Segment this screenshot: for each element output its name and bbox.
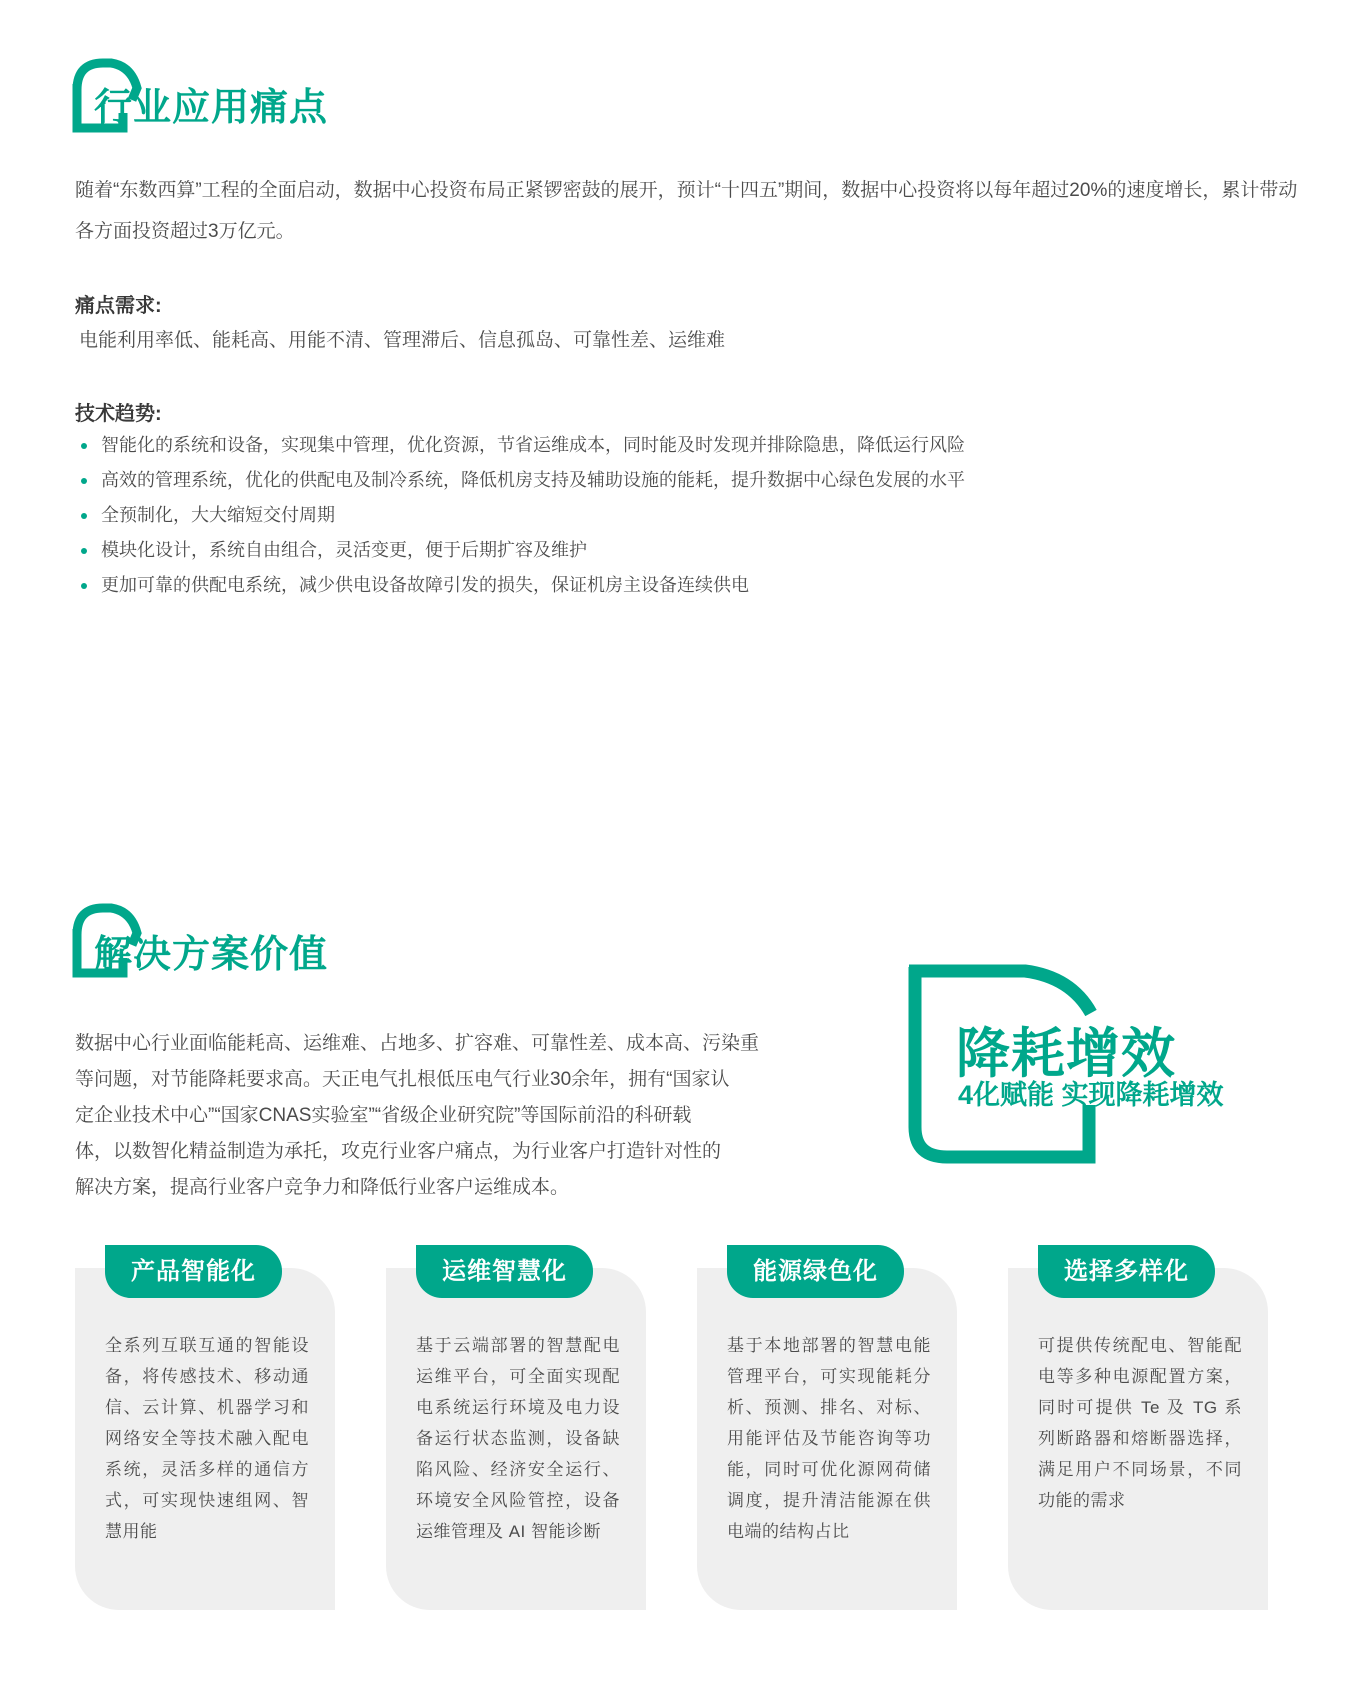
intro-paragraph bbox=[75, 170, 1297, 252]
dot-icon bbox=[81, 513, 87, 519]
intro-line: 随着“东数西算”工程的全面启动，数据中心投资布局正紧锣密鼓的展开，预计“十四五”期间，数据中心投资将以每年超过20%的速度增长，累计带动 bbox=[75, 180, 1298, 201]
feature-headline: 降耗增效 bbox=[956, 1024, 1176, 1084]
trend-text: 高效的管理系统，优化的供配电及制冷系统，降低机房支持及辅助设施的能耗，提升数据中心绿色发展的水平 bbox=[101, 470, 965, 490]
feature-card-diverse-choice bbox=[1008, 1258, 1268, 1610]
solution-line: 等问题，对节能降耗要求高。天正电气扎根低压电气行业30余年，拥有“国家认 bbox=[75, 1069, 730, 1090]
trend-item bbox=[75, 541, 965, 560]
solution-line: 定企业技术中心”“国家CNAS实验室”“省级企业研究院”等国际前沿的科研载 bbox=[75, 1105, 692, 1126]
feature-subline: 4化赋能 实现降耗增效 bbox=[958, 1080, 1224, 1110]
pain-demand-text: 电能利用率低、能耗高、用能不清、管理滞后、信息孤岛、可靠性差、运维难 bbox=[79, 330, 726, 351]
card-title: 选择多样化 bbox=[1064, 1258, 1189, 1285]
card-title: 运维智慧化 bbox=[442, 1258, 567, 1285]
trend-item bbox=[75, 471, 965, 490]
solution-line: 解决方案，提高行业客户竞争力和降低行业客户运维成本。 bbox=[75, 1177, 570, 1198]
solution-paragraph bbox=[75, 1026, 759, 1206]
card-title-pill bbox=[727, 1245, 904, 1298]
card-title-pill bbox=[105, 1245, 282, 1298]
trend-item bbox=[75, 436, 965, 455]
tech-trend-list bbox=[75, 436, 965, 611]
card-body-text: 基于云端部署的智慧配电运维平台，可全面实现配电系统运行环境及电力设备运行状态监测，设备缺陷风险、经济安全运行、环境安全风险管控，设备运维管理及 AI 智能诊断 bbox=[416, 1336, 620, 1541]
card-title-pill bbox=[416, 1245, 593, 1298]
card-title-pill bbox=[1038, 1245, 1215, 1298]
trend-item bbox=[75, 576, 965, 595]
trend-text: 模块化设计，系统自由组合，灵活变更，便于后期扩容及维护 bbox=[101, 540, 587, 560]
section-title-pain-points: 行业应用痛点 bbox=[94, 87, 329, 129]
feature-card-green-energy bbox=[697, 1258, 957, 1610]
dot-icon bbox=[81, 478, 87, 484]
solution-line: 体，以数智化精益制造为承托，攻克行业客户痛点，为行业客户打造针对性的 bbox=[75, 1141, 722, 1162]
card-body-text: 可提供传统配电、智能配电等多种电源配置方案，同时可提供 Te 及 TG 系列断路器和熔断器选择，满足用户不同场景，不同功能的需求 bbox=[1038, 1336, 1242, 1510]
card-body-text: 基于本地部署的智慧电能管理平台，可实现能耗分析、预测、排名、对标、用能评估及节能咨询等功能，同时可优化源网荷储调度，提升清洁能源在供电端的结构占比 bbox=[727, 1336, 931, 1541]
section-title-solution-value: 解决方案价值 bbox=[94, 934, 329, 976]
intro-line: 各方面投资超过3万亿元。 bbox=[75, 221, 295, 242]
trend-item bbox=[75, 506, 965, 525]
tech-trend-label: 技术趋势: bbox=[75, 403, 162, 425]
card-title: 产品智能化 bbox=[131, 1258, 256, 1285]
feature-card-smart-operation bbox=[386, 1258, 646, 1610]
dot-icon bbox=[81, 583, 87, 589]
card-title: 能源绿色化 bbox=[753, 1258, 878, 1285]
trend-text: 全预制化，大大缩短交付周期 bbox=[101, 505, 335, 525]
trend-text: 更加可靠的供配电系统，减少供电设备故障引发的损失，保证机房主设备连续供电 bbox=[101, 575, 749, 595]
card-body-text: 全系列互联互通的智能设备，将传感技术、移动通信、云计算、机器学习和网络安全等技术融入配电系统，灵活多样的通信方式，可实现快速组网、智慧用能 bbox=[105, 1336, 309, 1541]
dot-icon bbox=[81, 443, 87, 449]
feature-card-product-intelligence bbox=[75, 1258, 335, 1610]
solution-line: 数据中心行业面临能耗高、运维难、占地多、扩容难、可靠性差、成本高、污染重 bbox=[75, 1033, 760, 1054]
trend-text: 智能化的系统和设备，实现集中管理，优化资源，节省运维成本，同时能及时发现并排除隐患，降低运行风险 bbox=[101, 435, 965, 455]
dot-icon bbox=[81, 548, 87, 554]
pain-demand-label: 痛点需求: bbox=[75, 295, 162, 317]
